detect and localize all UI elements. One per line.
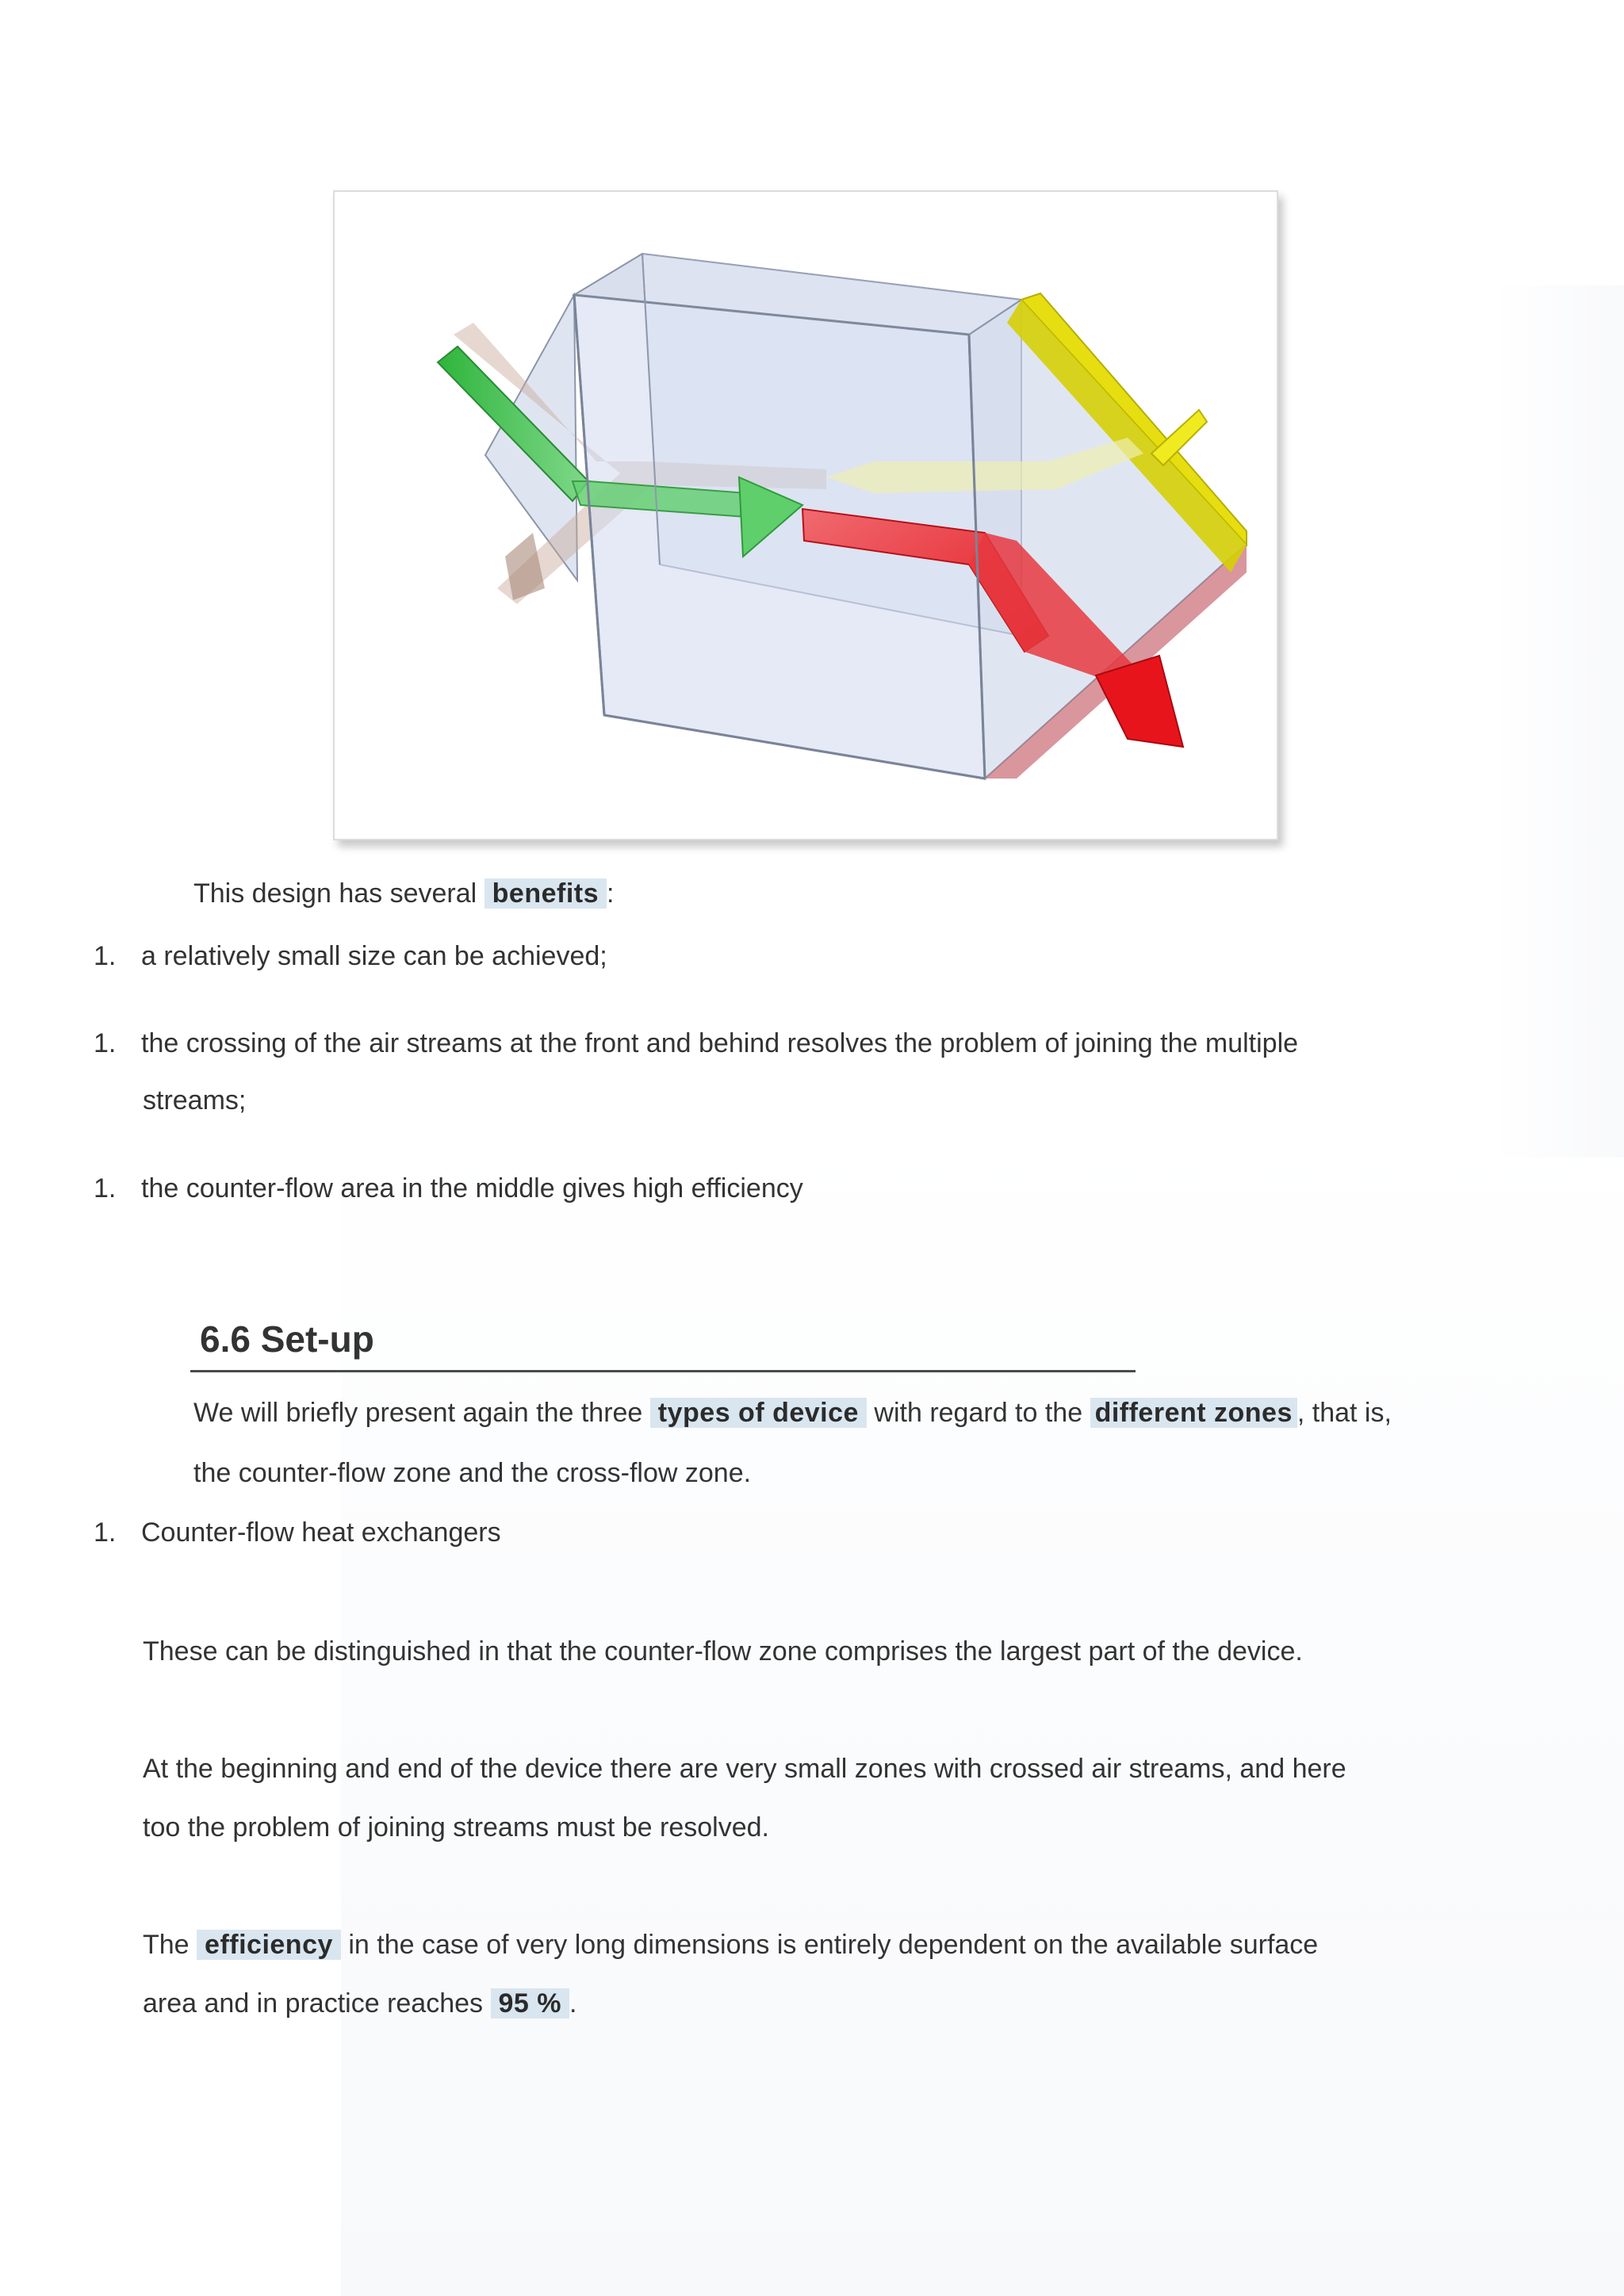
- list-item-continuation: streams;: [143, 1085, 247, 1115]
- benefits-intro-prefix: This design has several: [193, 878, 477, 909]
- percent-highlight: 95 %: [491, 1988, 570, 2019]
- paragraph: At the beginning and end of the device there are very small zones with crossed air streams, and here: [143, 1754, 1346, 1784]
- setup-paragraph-line2: the counter-flow zone and the cross-flow zone.: [193, 1458, 752, 1488]
- list-item-number: 1.: [94, 941, 117, 971]
- page-background-shade: [341, 1126, 1624, 2296]
- heading-underline: [190, 1370, 1136, 1372]
- setup-text: with regard to the: [874, 1398, 1083, 1428]
- paragraph-text: area and in practice reaches: [143, 1988, 484, 2019]
- list-item-number: 1.: [94, 1173, 117, 1203]
- page-background-shade-right: [1491, 285, 1624, 1158]
- list-item: Counter-flow heat exchangers: [141, 1517, 501, 1548]
- efficiency-highlight: efficiency: [197, 1930, 341, 1960]
- paragraph-text: .: [569, 1988, 577, 2019]
- list-item-number: 1.: [94, 1517, 117, 1548]
- paragraph-text: in the case of very long dimensions is entirely dependent on the available surface: [348, 1930, 1319, 1960]
- paragraph: These can be distinguished in that the counter-flow zone comprises the largest part of the device.: [143, 1636, 1303, 1667]
- section-heading: 6.6 Set-up: [200, 1318, 374, 1360]
- paragraph: too the problem of joining streams must be resolved.: [143, 1812, 769, 1843]
- benefits-intro: [193, 878, 614, 909]
- heat-exchanger-figure: [333, 190, 1278, 840]
- list-item: the counter-flow area in the middle gives high efficiency: [141, 1173, 803, 1203]
- benefits-intro-suffix: :: [607, 878, 615, 909]
- list-item-number: 1.: [94, 1028, 117, 1058]
- benefits-highlight: benefits: [485, 878, 607, 909]
- efficiency-paragraph-line1: [143, 1929, 1318, 1961]
- list-item: a relatively small size can be achieved;: [141, 941, 607, 971]
- setup-text: We will briefly present again the three: [193, 1398, 643, 1428]
- setup-text: , that is,: [1297, 1398, 1392, 1428]
- list-item: the crossing of the air streams at the front and behind resolves the problem of joining the multiple: [141, 1028, 1299, 1058]
- paragraph-text: The: [143, 1930, 190, 1960]
- types-of-device-highlight: types of device: [650, 1398, 867, 1428]
- setup-paragraph-line1: [193, 1397, 1392, 1429]
- efficiency-paragraph-line2: [143, 1988, 576, 2019]
- different-zones-highlight: different zones: [1090, 1398, 1297, 1428]
- heat-exchanger-diagram: [335, 192, 1277, 839]
